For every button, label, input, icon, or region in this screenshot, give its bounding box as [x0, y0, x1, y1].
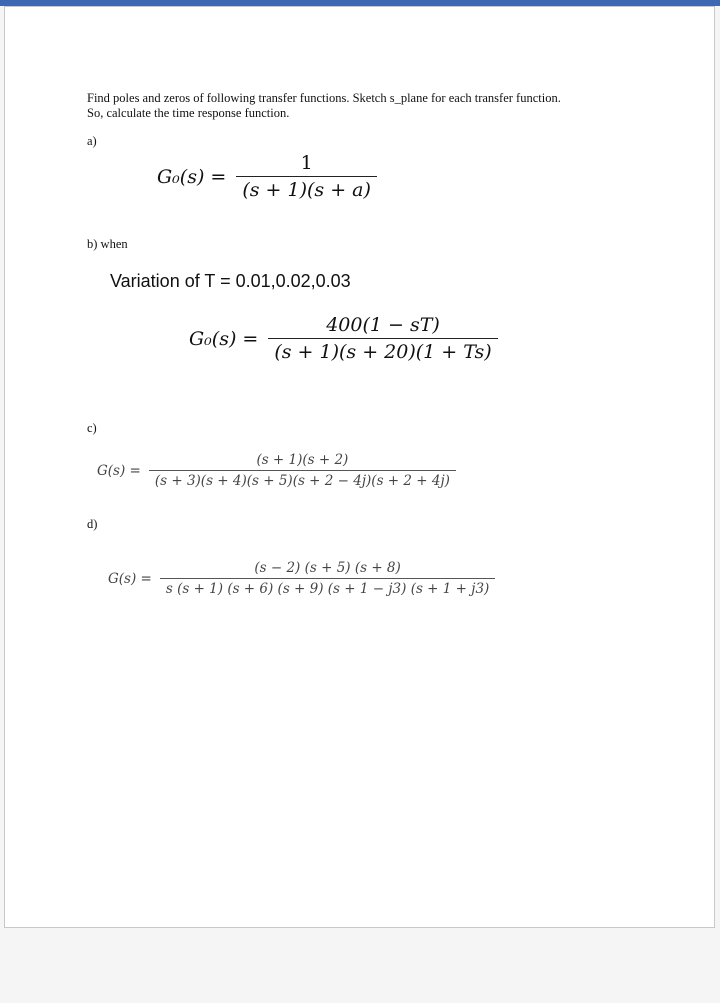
part-b-lhs: G₀(s) =: [189, 327, 259, 350]
intro-line-1: Find poles and zeros of following transfer functions. Sketch s_plane for each transfer function.: [87, 91, 561, 105]
part-c-label: c): [87, 421, 97, 435]
part-b-variation-text: Variation of T = 0.01,0.02,0.03: [110, 271, 351, 291]
problem-statement: [87, 91, 647, 121]
part-d-denominator: s (s + 1) (s + 6) (s + 9) (s + 1 − j3) (s + 1 + j3): [160, 578, 495, 597]
part-d-lhs: G(s) =: [108, 570, 152, 587]
part-a-numerator: 1: [300, 152, 313, 174]
part-b-denominator: (s + 1)(s + 20)(1 + Ts): [268, 338, 497, 363]
part-c-equation: [97, 452, 456, 489]
part-d-fraction: [160, 560, 495, 597]
part-d-equation: [108, 560, 495, 597]
part-a-equation: [157, 152, 377, 201]
part-a-denominator: (s + 1)(s + a): [236, 176, 377, 201]
part-b-numerator: 400(1 − sT): [326, 314, 440, 336]
part-c-denominator: (s + 3)(s + 4)(s + 5)(s + 2 − 4j)(s + 2 + 4j): [149, 470, 456, 489]
part-c-lhs: G(s) =: [97, 462, 141, 479]
intro-line-2: So, calculate the time response function.: [87, 106, 290, 120]
part-b-label: b) when: [87, 237, 128, 251]
part-a-label: a): [87, 134, 97, 148]
part-b-fraction: [268, 314, 497, 363]
part-b-equation: [189, 314, 498, 363]
part-d-numerator: (s − 2) (s + 5) (s + 8): [254, 560, 401, 576]
part-c-numerator: (s + 1)(s + 2): [256, 452, 349, 468]
part-a-lhs: G₀(s) =: [157, 165, 227, 188]
part-c-fraction: [149, 452, 456, 489]
part-a-fraction: [236, 152, 377, 201]
part-d-label: d): [87, 517, 98, 531]
document-page: [4, 6, 715, 928]
